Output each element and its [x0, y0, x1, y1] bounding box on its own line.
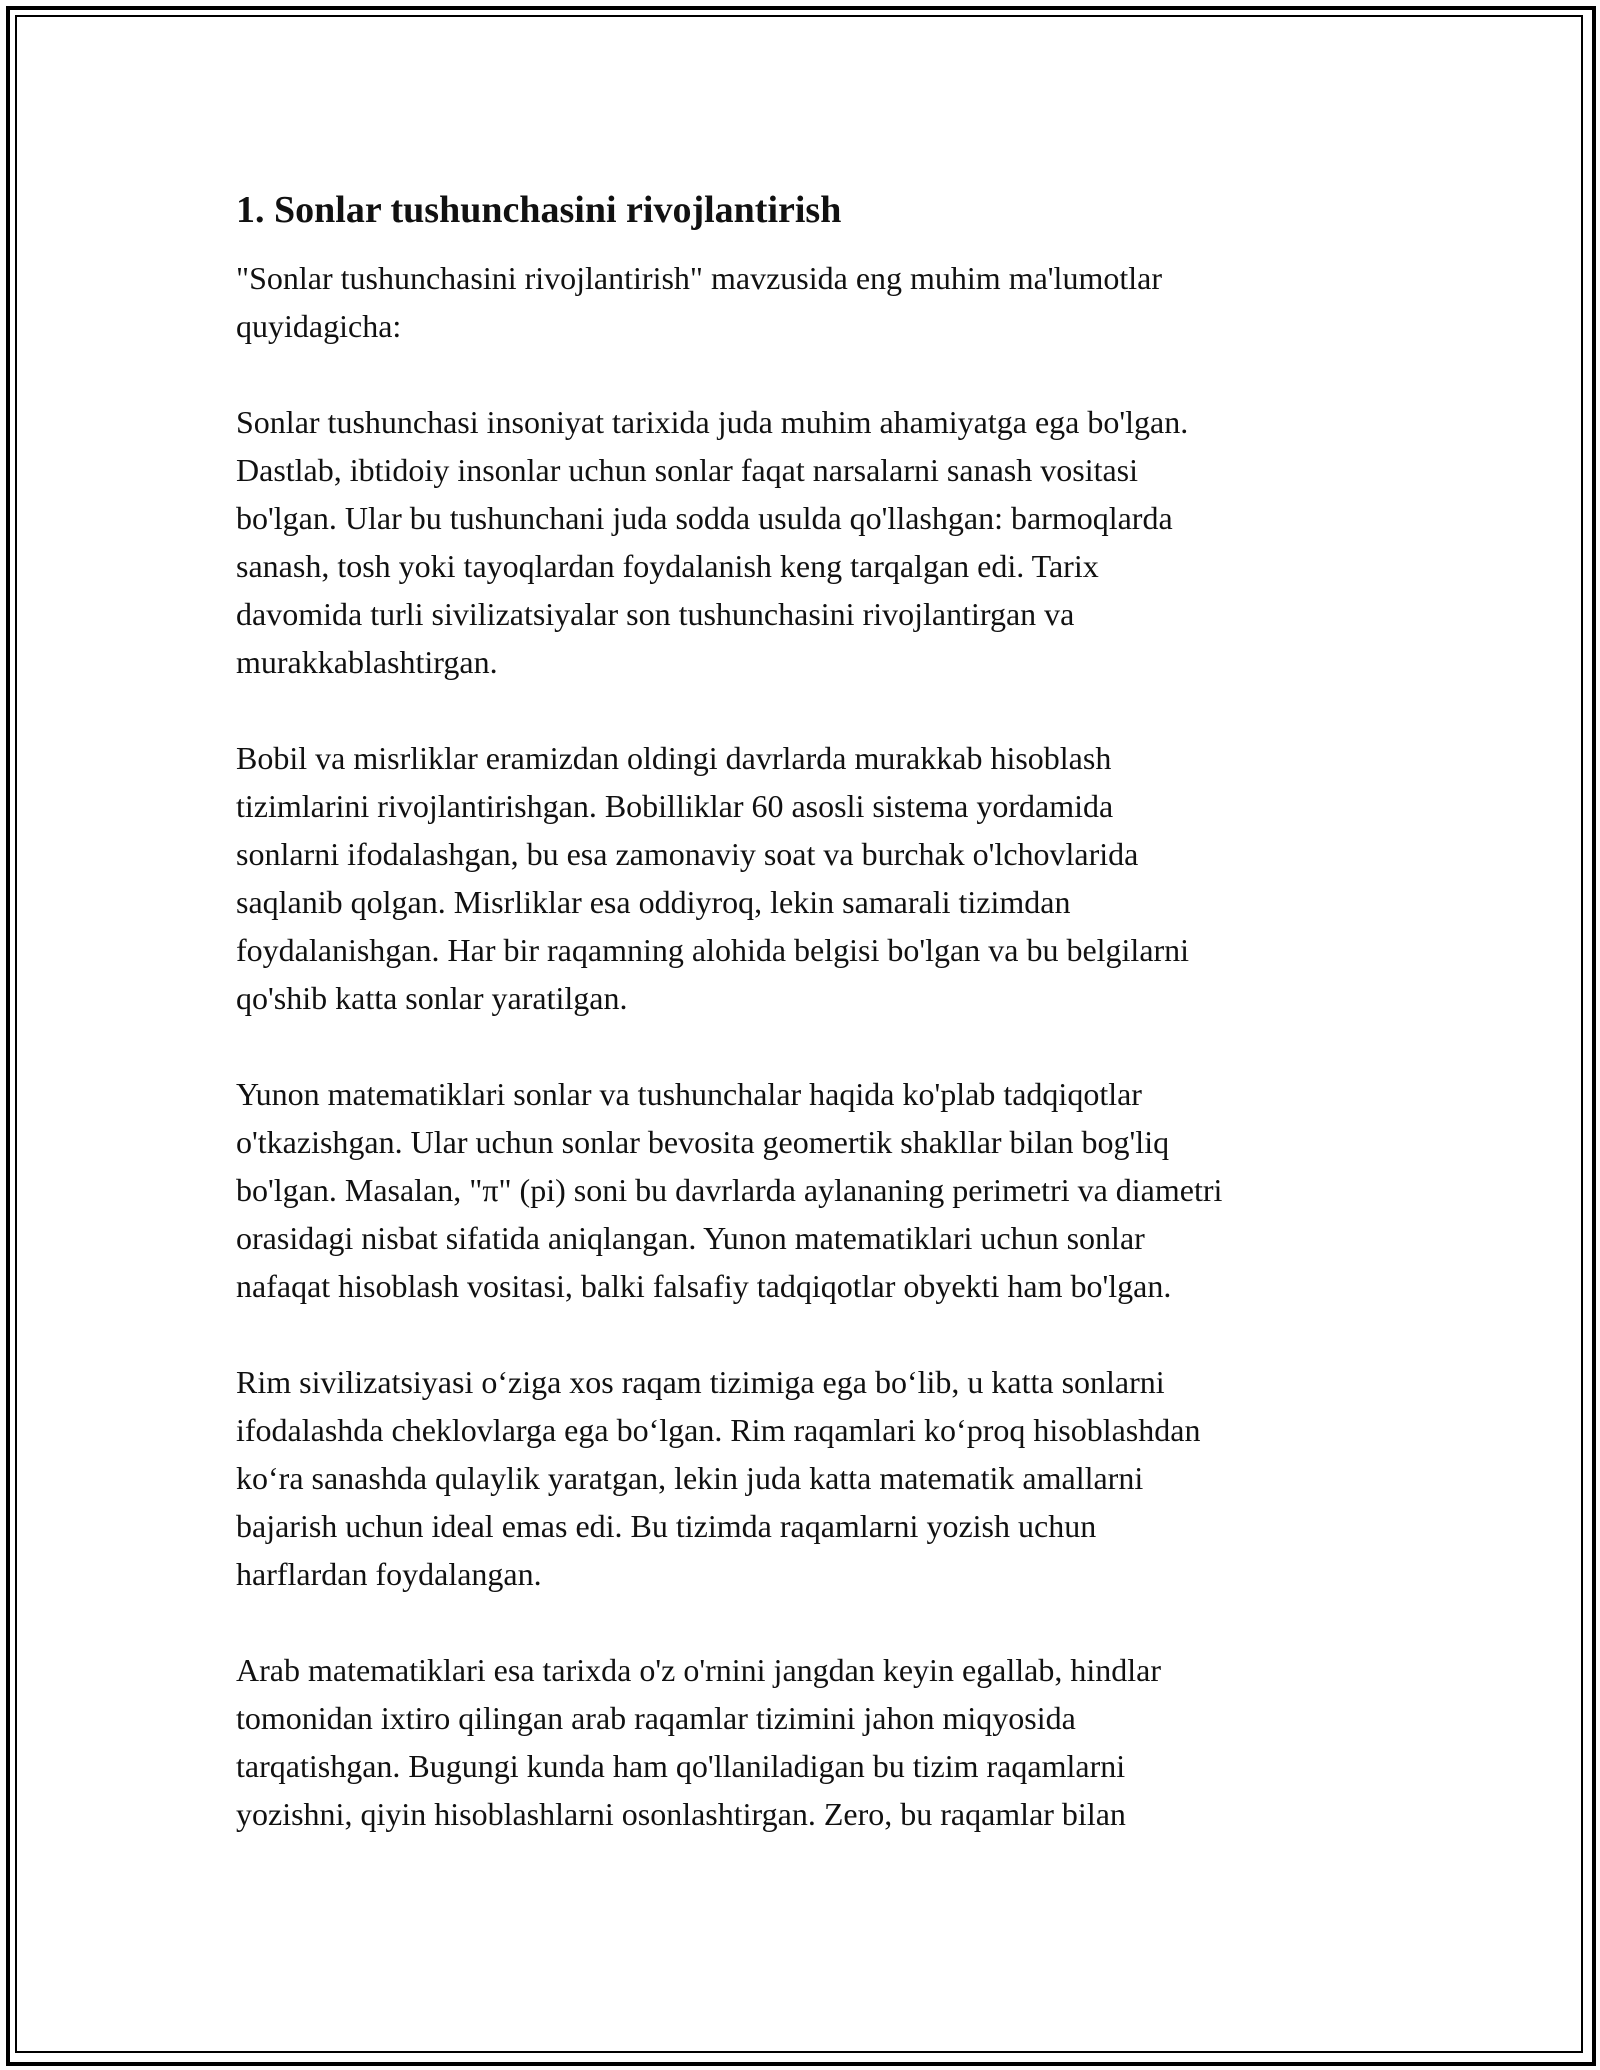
text-line: bajarish uchun ideal emas edi. Bu tizimda raqamlarni yozish uchun [236, 1508, 1097, 1544]
text-line: nafaqat hisoblash vositasi, balki falsafiy tadqiqotlar obyekti ham bo'lgan. [236, 1268, 1172, 1304]
page-title: 1. Sonlar tushunchasini rivojlantirish [236, 189, 842, 231]
text-line: bo'lgan. Masalan, "π" (pi) soni bu davrlarda aylananing perimetri va diametri [236, 1172, 1223, 1208]
text-line: yozishni, qiyin hisoblashlarni osonlashtirgan. Zero, bu raqamlar bilan [236, 1796, 1126, 1832]
text-line: harflardan foydalangan. [236, 1556, 542, 1592]
text-line: foydalanishgan. Har bir raqamning alohida belgisi bo'lgan va bu belgilarni [236, 932, 1190, 968]
document-body [236, 184, 1376, 1886]
text-line: saqlanib qolgan. Misrliklar esa oddiyroq, lekin samarali tizimdan [236, 884, 1071, 920]
text-line: sanash, tosh yoki tayoqlardan foydalanish keng tarqalgan edi. Tarix [236, 548, 1099, 584]
text-line: Dastlab, ibtidoiy insonlar uchun sonlar faqat narsalarni sanash vositasi [236, 452, 1139, 488]
paragraph-intro [236, 254, 1376, 350]
text-line: sonlarni ifodalashgan, bu esa zamonaviy soat va burchak o'lchovlarida [236, 836, 1139, 872]
text-line: tomonidan ixtiro qilingan arab raqamlar tizimini jahon miqyosida [236, 1700, 1076, 1736]
text-line: bo'lgan. Ular bu tushunchani juda sodda usulda qo'llashgan: barmoqlarda [236, 500, 1173, 536]
text-line: orasidagi nisbat sifatida aniqlangan. Yunon matematiklari uchun sonlar [236, 1220, 1145, 1256]
text-line: quyidagicha: [236, 308, 402, 344]
text-line: tarqatishgan. Bugungi kunda ham qo'llaniladigan bu tizim raqamlarni [236, 1748, 1126, 1784]
text-line: Rim sivilizatsiyasi o‘ziga xos raqam tizimiga ega bo‘lib, u katta sonlarni [236, 1364, 1165, 1400]
text-line: o'tkazishgan. Ular uchun sonlar bevosita geomertik shakllar bilan bog'liq [236, 1124, 1170, 1160]
text-line: Arab matematiklari esa tarixda o'z o'rnini jangdan keyin egallab, hindlar [236, 1652, 1161, 1688]
paragraph-history [236, 398, 1376, 686]
text-line: "Sonlar tushunchasini rivojlantirish" mavzusida eng muhim ma'lumotlar [236, 260, 1162, 296]
text-line: Bobil va misrliklar eramizdan oldingi davrlarda murakkab hisoblash [236, 740, 1112, 776]
text-line: davomida turli sivilizatsiyalar son tushunchasini rivojlantirgan va [236, 596, 1075, 632]
text-line: murakkablashtirgan. [236, 644, 498, 680]
text-line: ko‘ra sanashda qulaylik yaratgan, lekin juda katta matematik amallarni [236, 1460, 1144, 1496]
paragraph-babylon-egypt [236, 734, 1376, 1022]
text-line: Yunon matematiklari sonlar va tushunchalar haqida ko'plab tadqiqotlar [236, 1076, 1142, 1112]
text-line: tizimlarini rivojlantirishgan. Bobilliklar 60 asosli sistema yordamida [236, 788, 1114, 824]
text-line: qo'shib katta sonlar yaratilgan. [236, 980, 628, 1016]
paragraph-roman [236, 1358, 1376, 1598]
paragraph-arab [236, 1646, 1376, 1838]
text-line: Sonlar tushunchasi insoniyat tarixida juda muhim ahamiyatga ega bo'lgan. [236, 404, 1189, 440]
paragraph-greek [236, 1070, 1376, 1310]
text-line: ifodalashda cheklovlarga ega bo‘lgan. Rim raqamlari ko‘proq hisoblashdan [236, 1412, 1201, 1448]
